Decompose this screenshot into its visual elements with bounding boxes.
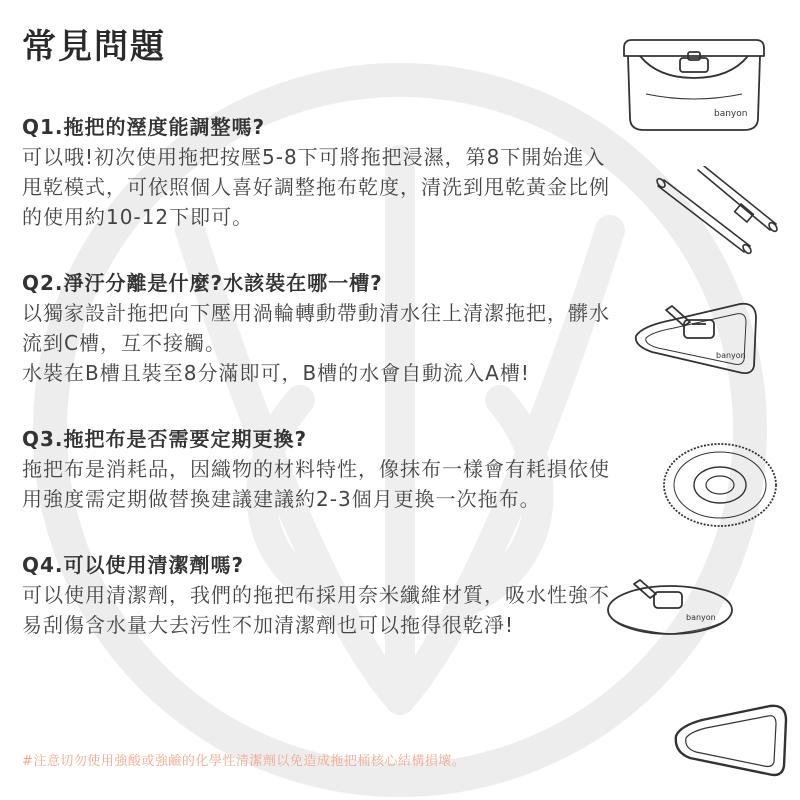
mop-pad-illustration bbox=[672, 700, 792, 782]
faq-answer bbox=[22, 142, 622, 232]
faq-item-2 bbox=[22, 268, 622, 388]
faq-answer-paragraph: 以獨家設計拖把向下壓用渦輪轉動帶動清水往上清潔拖把，髒水流到C槽，互不接觸。 bbox=[22, 301, 610, 355]
faq-content bbox=[22, 24, 622, 676]
faq-question: Q1.拖把的溼度能調整嗎? bbox=[22, 115, 266, 139]
warning-note: #注意切勿使用強酸或強鹼的化學性清潔劑以免造成拖把桶核心結構損壞。 bbox=[22, 754, 466, 769]
faq-answer bbox=[22, 454, 622, 514]
faq-answer-paragraph: 可以哦!初次使用拖把按壓5-8下可將拖把浸濕，第8下開始進入甩乾模式，可依照個人喜好調整拖布乾度，清洗到甩乾黃金比例的使用約10-12下即可。 bbox=[22, 145, 610, 229]
faq-answer-paragraph: 拖把布是消耗品，因織物的材料特性，像抹布一樣會有耗損依使用強度需定期做替換建議建議約2-3個月更換一次拖布。 bbox=[22, 457, 610, 511]
mop-disc-illustration bbox=[604, 566, 734, 638]
mop-head-illustration bbox=[632, 296, 762, 380]
bucket-brand-label: banyon bbox=[714, 109, 748, 119]
faq-question: Q4.可以使用清潔劑嗎? bbox=[22, 553, 245, 577]
faq-item-3 bbox=[22, 424, 622, 514]
mop-handle-illustration bbox=[652, 166, 782, 266]
mop-head-brand-label: banyon bbox=[716, 351, 746, 360]
page-title: 常見問題 bbox=[22, 27, 166, 67]
faq-question: Q2.淨汙分離是什麼?水該裝在哪一槽? bbox=[22, 271, 383, 295]
faq-answer bbox=[22, 580, 622, 640]
faq-answer-paragraph: 水裝在B槽且裝至8分滿即可，B槽的水會自動流入A槽! bbox=[22, 361, 530, 385]
mop-disc-brand-label: banyon bbox=[686, 613, 716, 622]
bucket-illustration bbox=[618, 34, 770, 134]
faq-question: Q3.拖把布是否需要定期更換? bbox=[22, 427, 308, 451]
faq-answer-paragraph: 可以使用清潔劑，我們的拖把布採用奈米纖維材質，吸水性強不易刮傷含水量大去污性不加清潔劑也可以拖得很乾淨! bbox=[22, 583, 610, 637]
faq-item-4 bbox=[22, 550, 622, 640]
mop-cloth-illustration bbox=[660, 440, 780, 530]
faq-answer bbox=[22, 298, 622, 388]
faq-item-1 bbox=[22, 112, 622, 232]
